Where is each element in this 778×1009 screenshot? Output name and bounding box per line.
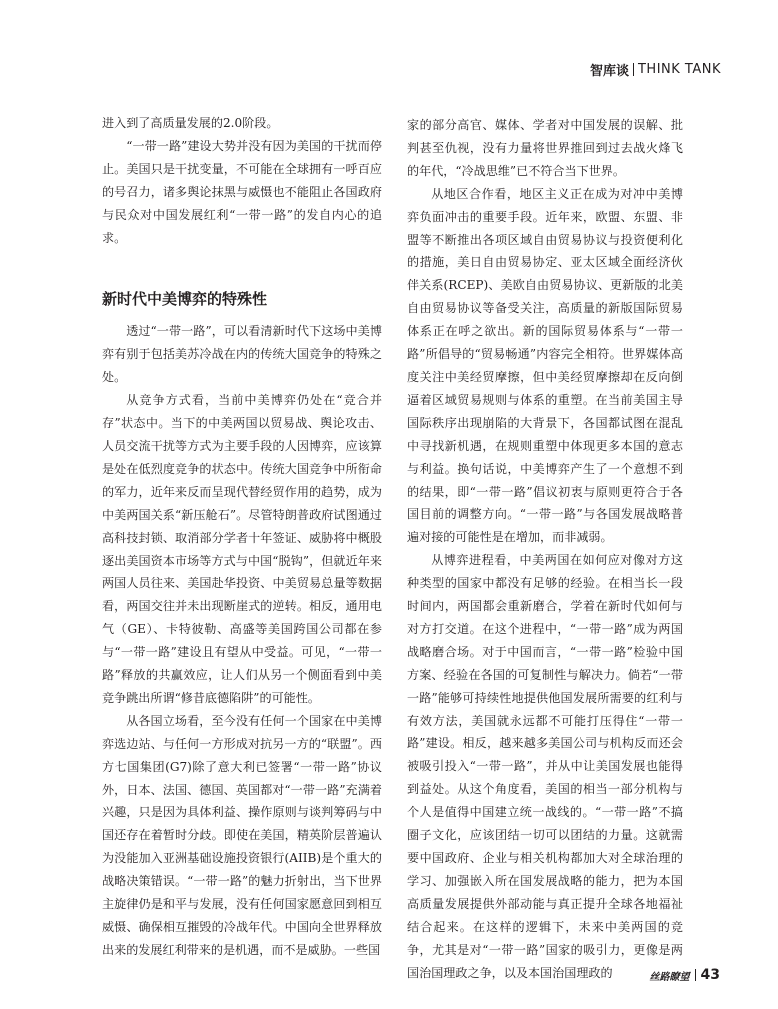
- paragraph: 从博弈进程看，中美两国在如何应对像对方这种类型的国家中都没有足够的经验。在相当长一段时间内，两国都会重新磨合，学着在新时代如何与对方打交道。在这个进程中，“一带一路”成为两国战略磨合场。对于中国而言，“一带一路”检验中国方案、经验在各国的可复制性与解决力。倘若“一带一路”能够可持续性地提供他国发展所需要的红利与有效方法，美国就永远都不可能打压得住“一带一路”建设。相反，越来越多美国公司与机构反而还会被吸引投入“一带一路”，并从中让美国发展也能得到益处。从这个角度看，美国的相当一部分机构与个人是值得中国建立统一战线的。“一带一路”不搞圈子文化，应该团结一切可以团结的力量。这就需要中国政府、企业与相关机构都加大对全球治理的学习、加强嵌入所在国发展战略的能力，把为本国高质量发展提供外部动能与真正提升全球各地福祉结合起来。在这样的逻辑下，未来中美两国的竞争，尤其是对“一带一路”国家的吸引力，更像是两国治国理政之争，以及本国治国理政的: [407, 553, 683, 980]
- section-title-cn: 智库谈: [589, 64, 629, 79]
- page-number: 43: [700, 967, 720, 983]
- paragraph: 进入到了高质量发展的2.0阶段。: [102, 116, 279, 130]
- paragraph: “一带一路”建设大势并没有因为美国的干扰而停止。美国只是干扰变量，不可能在全球拥有一呼百应的号召力，诸多舆论抹黑与威慑也不能阻止各国政府与民众对中国发展红利“一带一路”的发自内心的追求。: [102, 138, 382, 245]
- page-footer: [650, 967, 720, 983]
- right-column: [407, 114, 683, 984]
- section-heading: 新时代中美博弈的特殊性: [102, 290, 268, 309]
- section-title-en: THINK TANK: [637, 62, 721, 77]
- footer-divider: [695, 969, 696, 981]
- left-column: [102, 112, 382, 962]
- header-divider: [633, 63, 634, 76]
- paragraph: 家的部分高官、媒体、学者对中国发展的误解、批判甚至仇视，没有力量将世界推回到过去战火烽飞的年代，“冷战思维”已不符合当下世界。: [407, 118, 683, 178]
- section-header: [590, 60, 721, 79]
- paragraph: 从竞争方式看，当前中美博弈仍处在“竞合并存”状态中。当下的中美两国以贸易战、舆论攻击、人员交流干扰等方式为主要手段的人因博弈，应该算是处在低烈度竞争的状态中。传统大国竞争中所衔命的军力，近年来反而呈现代替经贸作用的趋势，成为中美两国关系“新压舱石”。尽管特朗普政府试图通过高科技封锁、取消部分学者十年签证、威胁将中概股逐出美国资本市场等方式与中国“脱钩”，但就近年来两国人员往来、美国赴华投资、中美贸易总量等数据看，两国交往并未出现断崖式的逆转。相反，通用电气（GE）、卡特彼勒、高盛等美国跨国公司都在参与“一带一路”建设且有望从中受益。可见，“一带一路”释放的共赢效应，让人们从另一个侧面看到中美竞争跳出所谓“修昔底德陷阱”的可能性。: [102, 393, 382, 705]
- paragraph: 透过“一带一路”，可以看清新时代下这场中美博弈有别于包括美苏冷战在内的传统大国竞争的特殊之处。: [102, 324, 382, 385]
- paragraph: 从各国立场看，至今没有任何一个国家在中美博弈选边站、与任何一方形成对抗另一方的“联盟”。西方七国集团(G7)除了意大利已签署“一带一路”协议外，日本、法国、德国、英国都对“一带一路”充满着兴趣，只是因为具体利益、操作原则与谈判筹码与中国还存在着暂时分歧。即使在美国，精英阶层普遍认为没能加入亚洲基础设施投资银行(AIIB)是个重大的战略决策错误。“一带一路”的魅力折射出，当下世界主旋律仍是和平与发展，没有任何国家愿意回到相互威慑、确保相互摧毁的冷战年代。中国向全世界释放出来的发展红利带来的是机遇，而不是威胁。一些国: [102, 713, 382, 957]
- paragraph: 从地区合作看，地区主义正在成为对冲中美博弈负面冲击的重要手段。近年来，欧盟、东盟、非盟等不断推出各项区域自由贸易协议与投资便利化的措施，美日自由贸易协定、亚太区域全面经济伙伴关系(RCEP)、美欧自由贸易协议、更新版的北美自由贸易协议等备受关注，高质量的新版国际贸易体系正在呼之欲出。新的国际贸易体系与“一带一路”所倡导的“贸易畅通”内容完全相符。世界媒体高度关注中美经贸摩擦，但中美经贸摩擦却在反向倒逼着区域贸易规则与体系的重塑。在当前美国主导国际秩序出现崩陷的大背景下，各国都试图在混乱中寻找新机遇，在规则重塑中体现更多本国的意志与利益。换句话说，中美博弈产生了一个意想不到的结果，即“一带一路”倡议初衷与原则更符合于各国目前的调整方向。“一带一路”与各国发展战略普遍对接的可能性是在增加，而非减弱。: [407, 186, 683, 545]
- magazine-name: 丝路瞭望: [649, 971, 690, 983]
